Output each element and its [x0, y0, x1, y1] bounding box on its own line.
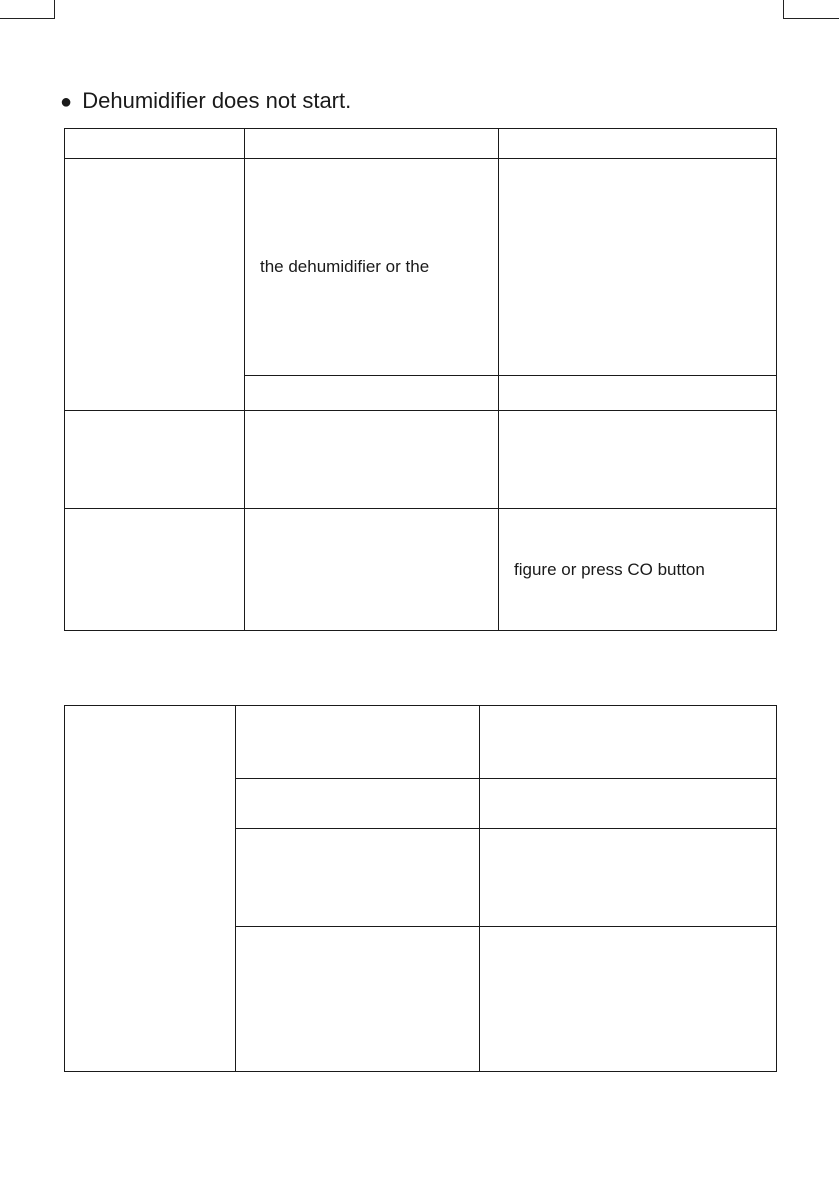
- solution-cell: [480, 829, 777, 927]
- solution-cell: [499, 376, 777, 411]
- table-row: [65, 509, 777, 631]
- cause-cell: [236, 927, 480, 1072]
- solution-cell: [480, 706, 777, 779]
- bullet-icon: ●: [60, 91, 73, 113]
- section-heading: [60, 86, 351, 117]
- problem-cell: [65, 706, 236, 1072]
- problem-cell: [65, 509, 245, 631]
- table-row: [65, 706, 777, 779]
- section-heading-text: Dehumidifier does not start.: [82, 88, 352, 113]
- cause-cell: [236, 829, 480, 927]
- troubleshooting-table-start: [64, 128, 777, 631]
- table-row: [65, 159, 777, 376]
- cause-cell: [236, 779, 480, 829]
- cause-text-fragment: the dehumidifier or the: [260, 257, 430, 276]
- cause-cell: [245, 159, 499, 376]
- cause-cell: [236, 706, 480, 779]
- troubleshooting-table-continued: [64, 705, 777, 1072]
- crop-mark-right: [783, 0, 839, 19]
- cause-cell: [245, 376, 499, 411]
- table-row: [65, 411, 777, 509]
- solution-cell: [499, 159, 777, 376]
- solution-cell: [499, 509, 777, 631]
- solution-cell: [480, 779, 777, 829]
- header-cell-problem: [65, 129, 245, 159]
- problem-cell: [65, 159, 245, 411]
- cause-cell: [245, 509, 499, 631]
- table-header-row: [65, 129, 777, 159]
- solution-cell: [480, 927, 777, 1072]
- solution-text-fragment: figure or press CO button: [514, 559, 705, 579]
- problem-cell: [65, 411, 245, 509]
- crop-mark-left: [0, 0, 55, 19]
- solution-cell: [499, 411, 777, 509]
- header-cell-solution: [499, 129, 777, 159]
- header-cell-cause: [245, 129, 499, 159]
- cause-cell: [245, 411, 499, 509]
